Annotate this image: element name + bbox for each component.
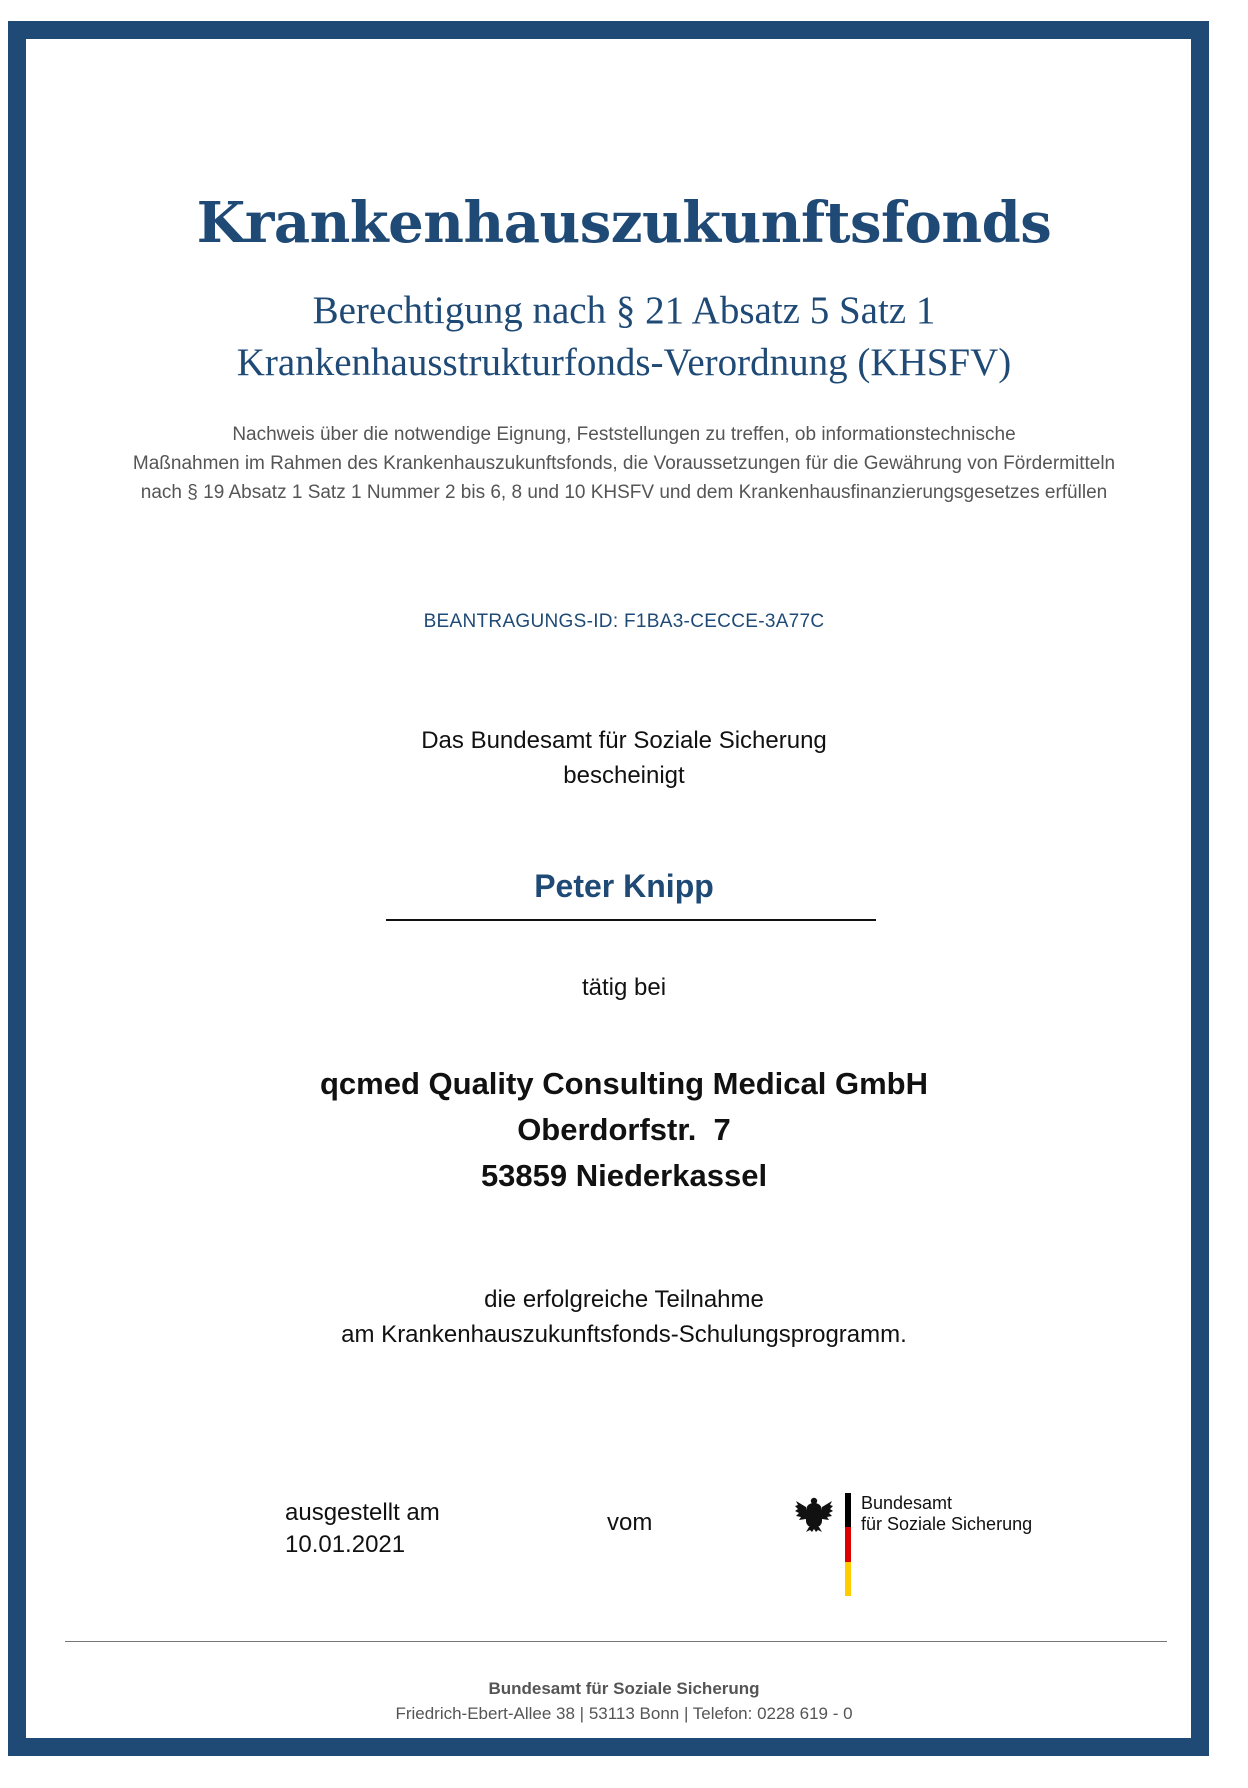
certificate-subtitle-line1: Berechtigung nach § 21 Absatz 5 Satz 1: [312, 289, 936, 332]
recipient-name: Peter Knipp: [534, 868, 714, 904]
description-line3: nach § 19 Absatz 1 Satz 1 Nummer 2 bis 6, 8 und 10 KHSFV und dem Krankenhausfinanzierungsgesetzes erfüllen: [140, 482, 1108, 503]
issuer-line1: Das Bundesamt für Soziale Sicherung: [421, 727, 827, 754]
issued-label: ausgestellt am: [285, 1499, 440, 1526]
participation-line1: die erfolgreiche Teilnahme: [484, 1286, 764, 1313]
logo-text-line2: für Soziale Sicherung: [861, 1514, 1033, 1534]
participation-line2: am Krankenhauszukunftsfonds-Schulungsprogramm.: [341, 1321, 907, 1348]
description-line2: Maßnahmen im Rahmen des Krankenhauszukunftsfonds, die Voraussetzungen für die Gewährung von Fördermitteln: [132, 453, 1116, 474]
organization-street: Oberdorfstr. 7: [517, 1112, 731, 1147]
flag-black-stripe: [845, 1493, 851, 1527]
german-flag-stripe: [845, 1493, 851, 1596]
recipient-name-underline: [386, 919, 876, 921]
bas-logo: [794, 1493, 1034, 1603]
employed-at-label: tätig bei: [581, 974, 667, 1001]
certificate-subtitle-line2: Krankenhausstrukturfonds-Verordnung (KHSFV): [236, 341, 1012, 384]
logo-text: [861, 1493, 1032, 1535]
description-line1: Nachweis über die notwendige Eignung, Feststellungen zu treffen, ob informationstechnische: [232, 424, 1016, 445]
issued-block: [285, 1497, 440, 1561]
organization-name: qcmed Quality Consulting Medical GmbH: [319, 1066, 928, 1101]
footer-address: Friedrich-Ebert-Allee 38 | 53113 Bonn | Telefon: 0228 619 - 0: [395, 1704, 853, 1723]
application-id: BEANTRAGUNGS-ID: F1BA3-CECCE-3A77C: [423, 611, 825, 632]
footer-organization-name: Bundesamt für Soziale Sicherung: [488, 1679, 760, 1698]
from-label: vom: [607, 1509, 653, 1536]
footer-separator: [65, 1641, 1167, 1642]
flag-gold-stripe: [845, 1562, 851, 1596]
organization-city: 53859 Niederkassel: [480, 1158, 768, 1193]
issued-date: 10.01.2021: [285, 1531, 406, 1558]
logo-text-line1: Bundesamt: [861, 1493, 953, 1513]
certificate-title: Krankenhauszukunftsfonds: [196, 190, 1052, 256]
flag-red-stripe: [845, 1527, 851, 1561]
federal-eagle-icon: [794, 1493, 834, 1533]
issuer-line2: bescheinigt: [563, 762, 685, 789]
